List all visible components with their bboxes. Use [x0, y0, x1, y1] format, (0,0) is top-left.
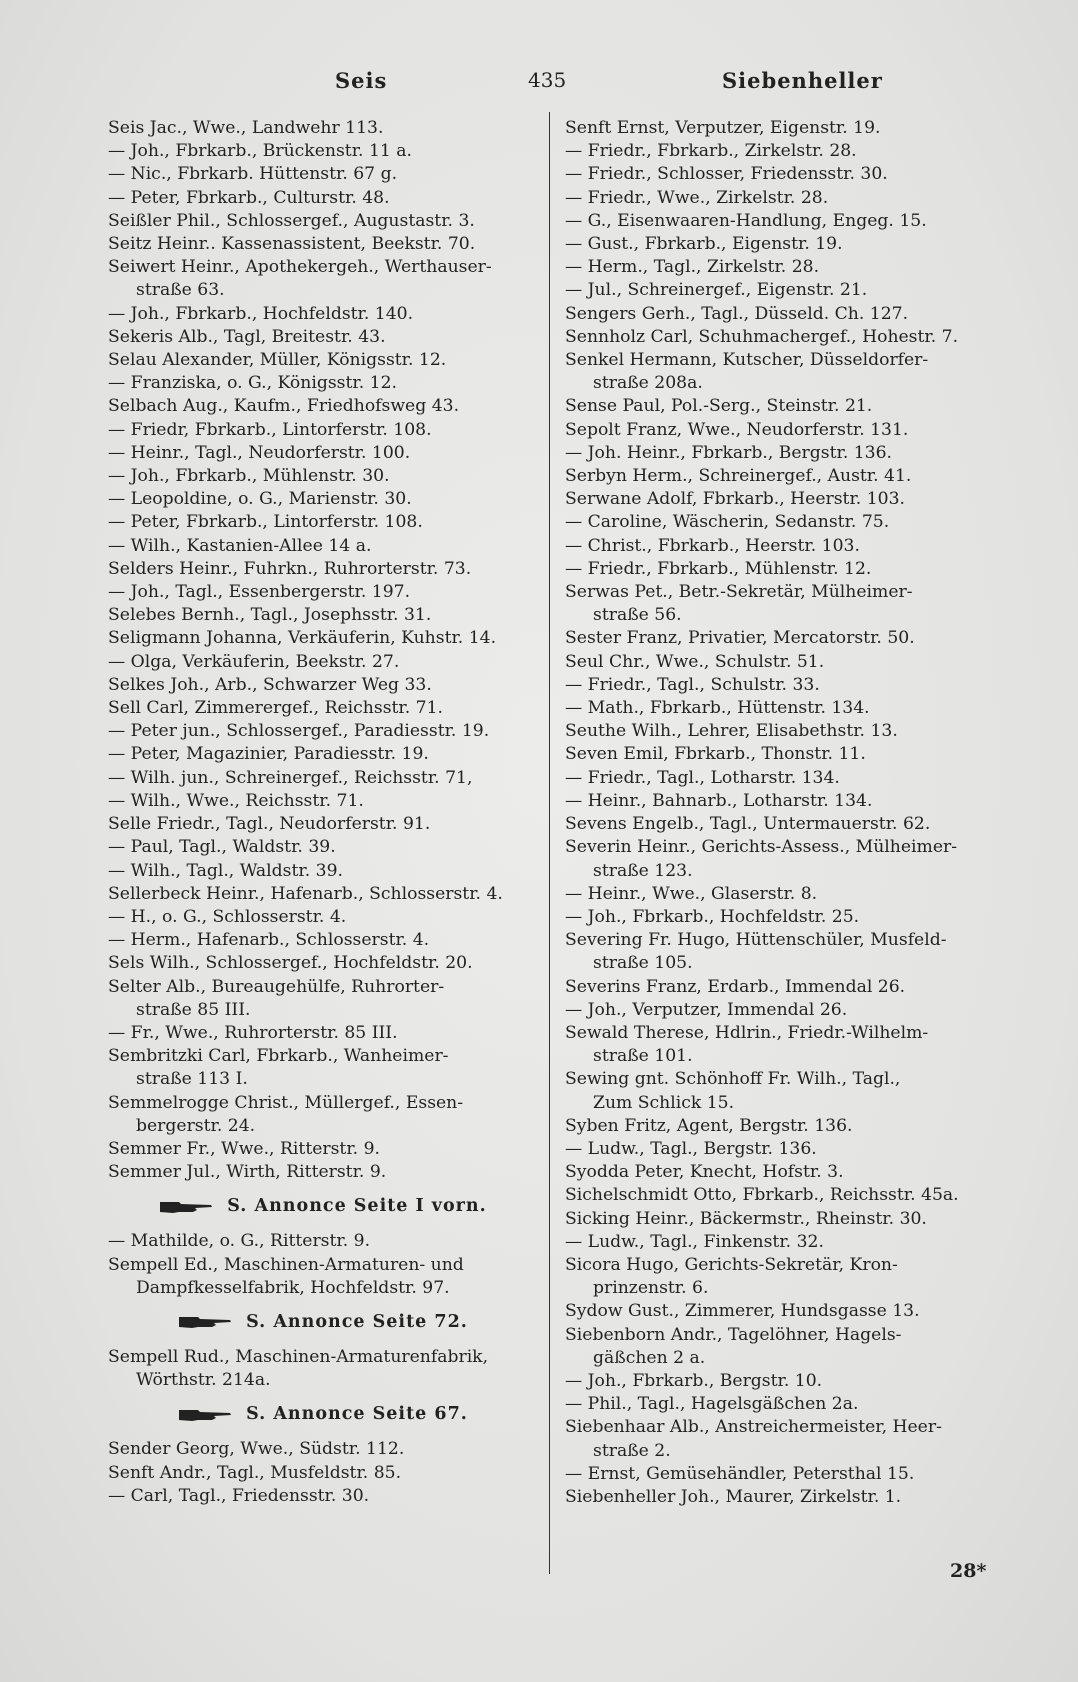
directory-entry: Syben Fritz, Agent, Bergstr. 136. [565, 1115, 853, 1136]
directory-entry: Seis Jac., Wwe., Landwehr 113. [108, 118, 384, 138]
directory-entry: — Joh., Fbrkarb., Mühlenstr. 30. [108, 466, 390, 487]
directory-entry: — Christ., Fbrkarb., Heerstr. 103. [565, 535, 860, 556]
directory-entry: — Joh., Fbrkarb., Bergstr. 10. [565, 1370, 823, 1391]
directory-entry: — Herm., Tagl., Zirkelstr. 28. [565, 257, 820, 278]
directory-entry: — Joh., Fbrkarb., Hochfeldstr. 140. [108, 303, 414, 324]
directory-entry-continuation: straße 63. [136, 280, 225, 301]
directory-entry: Sewald Therese, Hdlrin., Friedr.-Wilhelm- [565, 1022, 929, 1043]
directory-entry: — Peter, Fbrkarb., Lintorferstr. 108. [108, 512, 423, 533]
directory-entry: Serwas Pet., Betr.-Sekretär, Mülheimer- [565, 582, 913, 603]
directory-entry: — Fr., Wwe., Ruhrorterstr. 85 III. [108, 1022, 398, 1043]
directory-entry: Seitz Heinr.. Kassenassistent, Beekstr. 70. [108, 234, 476, 255]
directory-entry: Severing Fr. Hugo, Hüttenschüler, Musfeld- [565, 930, 947, 951]
directory-entry: Sepolt Franz, Wwe., Neudorferstr. 131. [565, 419, 909, 440]
directory-entry: Selau Alexander, Müller, Königsstr. 12. [108, 350, 447, 371]
directory-entry-continuation: straße 56. [593, 605, 682, 626]
directory-entry: — Peter jun., Schlossergef., Paradiesstr. 19. [108, 721, 490, 742]
directory-entry: Sicking Heinr., Bäckermstr., Rheinstr. 30. [565, 1208, 927, 1229]
column-divider [549, 112, 550, 1574]
directory-entry: Sewing gnt. Schönhoff Fr. Wilh., Tagl., [565, 1069, 901, 1090]
directory-entry: Severin Heinr., Gerichts-Assess., Mülheimer- [565, 837, 958, 858]
directory-entry: Sicora Hugo, Gerichts-Sekretär, Kron- [565, 1254, 898, 1275]
directory-entry: — Nic., Fbrkarb. Hüttenstr. 67 g. [108, 164, 398, 185]
directory-entry: Sevens Engelb., Tagl., Untermauerstr. 62. [565, 814, 931, 835]
directory-entry: — Wilh., Tagl., Waldstr. 39. [108, 860, 343, 881]
annonce-reference [108, 1194, 538, 1218]
pointing-hand-icon [178, 1408, 232, 1422]
directory-entry: — Joh., Verputzer, Immendal 26. [565, 999, 848, 1020]
annonce-reference [108, 1402, 538, 1426]
directory-entry: — Ernst, Gemüsehändler, Petersthal 15. [565, 1463, 915, 1484]
annonce-text: S. Annonce Seite I vorn. [227, 1196, 487, 1217]
directory-entry-continuation: straße 113 I. [136, 1069, 248, 1090]
directory-entry: Sender Georg, Wwe., Südstr. 112. [108, 1439, 405, 1460]
directory-entry: Sichelschmidt Otto, Fbrkarb., Reichsstr. 45a. [565, 1185, 959, 1206]
directory-entry: Selebes Bernh., Tagl., Josephsstr. 31. [108, 605, 432, 626]
directory-entry: — Heinr., Tagl., Neudorferstr. 100. [108, 442, 411, 463]
directory-entry: — Joh., Fbrkarb., Brückenstr. 11 a. [108, 141, 412, 162]
directory-entry: — Heinr., Bahnarb., Lotharstr. 134. [565, 790, 873, 811]
directory-entry: — Herm., Hafenarb., Schlosserstr. 4. [108, 930, 430, 951]
directory-entry: Sels Wilh., Schlossergef., Hochfeldstr. 20. [108, 953, 473, 974]
directory-entry-continuation: straße 101. [593, 1046, 693, 1067]
directory-entry: Sekeris Alb., Tagl, Breitestr. 43. [108, 326, 386, 347]
directory-entry: — Joh., Tagl., Essenbergerstr. 197. [108, 582, 411, 603]
directory-entry: — Math., Fbrkarb., Hüttenstr. 134. [565, 698, 870, 719]
directory-entry-continuation: straße 2. [593, 1440, 671, 1461]
directory-entry: — Ludw., Tagl., Finkenstr. 32. [565, 1231, 824, 1252]
directory-entry-continuation: Dampfkesselfabrik, Hochfeldstr. 97. [136, 1277, 450, 1298]
directory-entry: — Friedr, Fbrkarb., Lintorferstr. 108. [108, 419, 432, 440]
directory-entry: Siebenhaar Alb., Anstreichermeister, Heer- [565, 1417, 942, 1438]
directory-entry-continuation: bergerstr. 24. [136, 1115, 256, 1136]
directory-entry: Severins Franz, Erdarb., Immendal 26. [565, 976, 906, 997]
directory-entry: Serwane Adolf, Fbrkarb., Heerstr. 103. [565, 489, 905, 510]
directory-entry: Sempell Ed., Maschinen-Armaturen- und [108, 1254, 464, 1275]
directory-entry: Siebenheller Joh., Maurer, Zirkelstr. 1. [565, 1486, 902, 1507]
directory-entry-continuation: Zum Schlick 15. [593, 1092, 735, 1113]
directory-entry: Serbyn Herm., Schreinergef., Austr. 41. [565, 466, 912, 487]
signature-mark: 28* [950, 1560, 987, 1582]
directory-entry: Seiwert Heinr., Apothekergeh., Werthauser- [108, 257, 492, 278]
directory-entry: — Friedr., Fbrkarb., Mühlenstr. 12. [565, 558, 872, 579]
directory-entry: — G., Eisenwaaren-Handlung, Engeg. 15. [565, 210, 927, 231]
directory-entry-continuation: gäßchen 2 a. [593, 1347, 706, 1368]
header-right-catchword: Siebenheller [722, 68, 883, 93]
right-column [565, 117, 997, 1509]
directory-entry: Syodda Peter, Knecht, Hofstr. 3. [565, 1162, 844, 1183]
directory-entry: — Peter, Magazinier, Paradiesstr. 19. [108, 744, 429, 765]
directory-entry: — Heinr., Wwe., Glaserstr. 8. [565, 883, 818, 904]
directory-entry: Sempell Rud., Maschinen-Armaturenfabrik, [108, 1346, 489, 1367]
directory-entry: Seul Chr., Wwe., Schulstr. 51. [565, 651, 825, 672]
directory-entry: — Wilh., Wwe., Reichsstr. 71. [108, 790, 364, 811]
directory-entry: Selter Alb., Bureaugehülfe, Ruhrorter- [108, 976, 445, 997]
directory-entry: — Olga, Verkäuferin, Beekstr. 27. [108, 651, 400, 672]
directory-entry: — Joh. Heinr., Fbrkarb., Bergstr. 136. [565, 442, 893, 463]
directory-entry: — Friedr., Fbrkarb., Zirkelstr. 28. [565, 141, 857, 162]
directory-entry: Senkel Hermann, Kutscher, Düsseldorfer- [565, 350, 929, 371]
annonce-text: S. Annonce Seite 67. [246, 1404, 468, 1425]
directory-entry: Sellerbeck Heinr., Hafenarb., Schlosserstr. 4. [108, 883, 503, 904]
directory-entry: — Carl, Tagl., Friedensstr. 30. [108, 1485, 370, 1506]
directory-entry: Seißler Phil., Schlossergef., Augustastr. 3. [108, 210, 475, 231]
directory-entry: — Friedr., Tagl., Schulstr. 33. [565, 674, 820, 695]
header-left-catchword: Seis [335, 68, 388, 93]
directory-entry: — Friedr., Schlosser, Friedensstr. 30. [565, 164, 888, 185]
directory-entry-continuation: prinzenstr. 6. [593, 1278, 709, 1299]
directory-entry: Semmer Jul., Wirth, Ritterstr. 9. [108, 1162, 387, 1183]
directory-entry: — Wilh. jun., Schreinergef., Reichsstr. 71, [108, 767, 473, 788]
directory-entry: Sengers Gerh., Tagl., Düsseld. Ch. 127. [565, 303, 909, 324]
directory-entry: — Gust., Fbrkarb., Eigenstr. 19. [565, 234, 843, 255]
page-number: 435 [528, 68, 567, 92]
directory-entry-continuation: straße 105. [593, 953, 693, 974]
directory-entry-continuation: straße 85 III. [136, 999, 251, 1020]
pointing-hand-icon [159, 1200, 213, 1214]
directory-entry: — Franziska, o. G., Königsstr. 12. [108, 373, 397, 394]
directory-entry: Sester Franz, Privatier, Mercatorstr. 50. [565, 628, 915, 649]
directory-entry: — Mathilde, o. G., Ritterstr. 9. [108, 1231, 371, 1252]
directory-entry: — Joh., Fbrkarb., Hochfeldstr. 25. [565, 906, 860, 927]
directory-entry: Senft Andr., Tagl., Musfeldstr. 85. [108, 1462, 402, 1483]
directory-entry: Sell Carl, Zimmerergef., Reichsstr. 71. [108, 698, 444, 719]
directory-entry: Seligmann Johanna, Verkäuferin, Kuhstr. 14. [108, 628, 497, 649]
directory-entry: — Caroline, Wäscherin, Sedanstr. 75. [565, 512, 890, 533]
directory-entry: Sennholz Carl, Schuhmachergef., Hohestr. 7. [565, 326, 959, 347]
directory-entry: Seven Emil, Fbrkarb., Thonstr. 11. [565, 744, 866, 765]
directory-entry-continuation: straße 123. [593, 860, 693, 881]
directory-entry: Selkes Joh., Arb., Schwarzer Weg 33. [108, 674, 432, 695]
directory-entry: Senft Ernst, Verputzer, Eigenstr. 19. [565, 118, 881, 138]
directory-entry: — Leopoldine, o. G., Marienstr. 30. [108, 489, 412, 510]
directory-entry: — Friedr., Wwe., Zirkelstr. 28. [565, 187, 829, 208]
directory-entry: Siebenborn Andr., Tagelöhner, Hagels- [565, 1324, 902, 1345]
directory-entry: — Wilh., Kastanien-Allee 14 a. [108, 535, 372, 556]
directory-entry: Semmer Fr., Wwe., Ritterstr. 9. [108, 1138, 380, 1159]
page-header [0, 68, 1078, 98]
directory-entry: Semmelrogge Christ., Müllergef., Essen- [108, 1092, 464, 1113]
directory-entry: Selders Heinr., Fuhrkn., Ruhrorterstr. 73. [108, 558, 472, 579]
annonce-reference [108, 1310, 538, 1334]
directory-entry-continuation: straße 208a. [593, 373, 703, 394]
directory-entry: Seuthe Wilh., Lehrer, Elisabethstr. 13. [565, 721, 898, 742]
directory-entry: Sydow Gust., Zimmerer, Hundsgasse 13. [565, 1301, 920, 1322]
directory-entry-continuation: Wörthstr. 214a. [136, 1370, 271, 1391]
directory-entry: Selle Friedr., Tagl., Neudorferstr. 91. [108, 814, 431, 835]
directory-entry: — Jul., Schreinergef., Eigenstr. 21. [565, 280, 868, 301]
directory-entry: Sense Paul, Pol.-Serg., Steinstr. 21. [565, 396, 873, 417]
directory-entry: — Phil., Tagl., Hagelsgäßchen 2a. [565, 1394, 859, 1415]
directory-entry: Sembritzki Carl, Fbrkarb., Wanheimer- [108, 1046, 449, 1067]
directory-entry: Selbach Aug., Kaufm., Friedhofsweg 43. [108, 396, 460, 417]
annonce-text: S. Annonce Seite 72. [246, 1311, 468, 1332]
directory-entry: — Paul, Tagl., Waldstr. 39. [108, 837, 336, 858]
directory-entry: — Friedr., Tagl., Lotharstr. 134. [565, 767, 840, 788]
left-column [108, 117, 538, 1508]
directory-entry: — Ludw., Tagl., Bergstr. 136. [565, 1138, 817, 1159]
pointing-hand-icon [178, 1315, 232, 1329]
directory-entry: — Peter, Fbrkarb., Culturstr. 48. [108, 187, 390, 208]
directory-entry: — H., o. G., Schlosserstr. 4. [108, 906, 347, 927]
